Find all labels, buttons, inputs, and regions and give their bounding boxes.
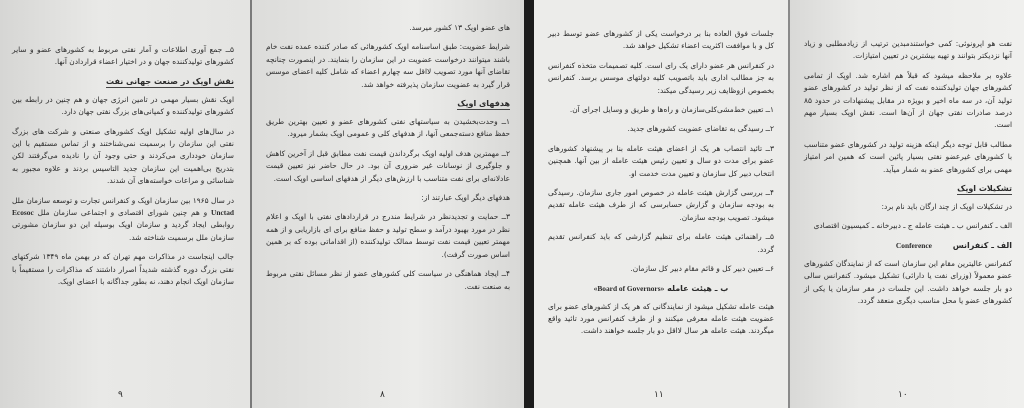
section-heading-text: ب ـ هیئت عامله bbox=[667, 283, 729, 293]
section-heading bbox=[548, 283, 774, 295]
paragraph: در تشکیلات اوپک از چند ارگان باید نام برد: bbox=[881, 202, 1012, 212]
paragraph: اوپک نقش بسیار مهمی در تامین انرژی جهان و هم چنین در رابطه بین کشورهای تولیدکننده و کمپانی‌های بزرگ نفتی جهان دارد. bbox=[12, 94, 234, 117]
paragraph: ۶ــ تعیین دبیر کل و قائم مقام دبیر کل سازمان. bbox=[630, 264, 774, 274]
paragraph: ۴ــ ایجاد هماهنگی در سیاست کلی کشورهای عضو از نظر مسائل نفتی مربوط به صنعت نفت. bbox=[266, 269, 510, 291]
paragraph: ۲ــ مهمترین هدف اولیه اوپک برگرداندن قیمت نفت مطابق قبل از آخرین کاهش و جلوگیری از نوسانات غیر ضروری آن بود. در حال حاضر نیز تعیین قیمت عادلانه‌ای برای نفت متناسب با ارزش‌های دیگر از هدفهای اساسی اوپک است. bbox=[266, 148, 510, 183]
paragraph: کنفرانس عالیترین مقام این سازمان است که از نمایندگان کشورهای عضو معمولاً (وزرای نفت یا دارائی) تشکیل میشود. کنفرانس سالی دو بار جلسه خواهد داشت. این جلسات در مقر سازمان یا یکی از کشورهای عضو یا محل مناسب دیگری منعقد گردد. bbox=[804, 258, 1012, 306]
page-number: ۹ bbox=[118, 389, 123, 399]
paragraph-text: و هم چنین شورای اقتصادی و اجتماعی سازمان ملل bbox=[37, 208, 208, 218]
sub-heading bbox=[804, 240, 1012, 252]
latin-term: «Board of Governors» bbox=[593, 283, 665, 293]
paragraph: شرایط عضویت: طبق اساسنامه اوپک کشورهائی که صادر کننده عمده نفت خام باشند میتوانند درخواست عضویت در این سازمان را بنمایند. در اینصورت چنانچه تقاضای آنها مورد تصویب لااقل سه چهارم اعضاء که شامل کلیه اعضای موسس قرار گیرد به عضویت سازمان پذیرفته خواهد شد. bbox=[266, 42, 510, 89]
paragraph-text: در سال ۱۹۶۵ بین سازمان اوپک و کنفرانس تجارت و توسعه سازمان ملل bbox=[12, 195, 234, 205]
paragraph: الف ـ کنفرانس ب ـ هیئت عامله ج ـ دبیرخانه ـ کمیسیون اقتصادی bbox=[813, 221, 1012, 231]
paragraph: ۱ــ وحدت‌بخشیدن به سیاستهای نفتی کشورهای عضو و تعیین بهترین طریق حفظ منافع دسته‌جمعی آنها، از هدفهای کلی و عمومی اوپک بشمار میرود. bbox=[266, 117, 510, 139]
scan-gap bbox=[524, 0, 534, 408]
paragraph: هیئت عامله تشکیل میشود از نمایندگانی که هر یک از کشورهای عضو برای عضویت هیئت عامله معرفی میکنند و از طرف کنفرانس مورد تائید واقع میگردند. هیئت عامله هر سال لااقل دو بار جلسه خواهند داشت. bbox=[548, 301, 774, 336]
paragraph: مطالب قابل توجه دیگر اینکه هزینه تولید در کشورهای عضو متناسب با کشورهای غیرعضو نفتی بسیار پائین است که همین امر امتیاز مهمی برای کشورهای عضو به شمار میآید. bbox=[804, 139, 1012, 174]
section-heading-text: هدفهای اوپک bbox=[457, 99, 510, 109]
document-page-10 bbox=[790, 0, 1024, 408]
paragraph-text: روابطی ایجاد گردید و سازمان اوپک بوسیله این دو سازمان مشورتی سازمان ملل برسمیت شناخته شد. bbox=[12, 220, 234, 242]
document-page-9 bbox=[0, 0, 250, 408]
latin-term: Ecosoc bbox=[12, 208, 34, 218]
paragraph bbox=[12, 195, 234, 245]
paragraph: جالب اینجاست در مذاکرات مهم تهران که در بهمن ماه ۱۳۴۹ شرکتهای نفتی بزرگ دوره گذشته شدیداً اصرار داشتند که مذاکرات را مستقیماً با سازمان اوپک انجام دهند، نه بطور جداگانه با اعضای اوپک. bbox=[12, 252, 234, 287]
paragraph: در سال‌های اولیه تشکیل اوپک کشورهای صنعتی و شرکت های بزرگ نفتی این سازمان را برسمیت نمی‌شناختند و از تماس مستقیم با این سازمان خودداری می‌کردند و حتی وجود آن را نادیده می‌گرفتند لکن بتدریج بی‌اهمیت این سازمان جدید التاسیس بردند و علاوه مجبور به شناسائی و مراعات خواسته‌های آن شدند. bbox=[12, 126, 234, 186]
section-heading-text: تشکیلات اوپک bbox=[957, 184, 1012, 194]
document-page-11 bbox=[534, 0, 788, 408]
paragraph: ۲ــ رسیدگی به تقاضای عضویت کشورهای جدید. bbox=[627, 124, 774, 134]
document-page-8 bbox=[252, 0, 524, 408]
paragraph: ۱ــ تعیین خط‌مشی‌کلی‌سازمان و راه‌ها و طریق و وسایل اجرای آن. bbox=[569, 105, 774, 115]
paragraph: علاوه بر ملاحظه میشود که قبلاً هم اشاره شد. اوپک از تمامی کشورهای جهان تولیدکننده نفت که از نظر تولید در کشورهای عضو تولید آن، در سه ماه اخیر و بویژه در مقابل پیشنهادات در حدود ۸۵ درصد صادرات نفتی جهان از آن‌ها است. نقش اوپک بسیار مهم است. bbox=[804, 70, 1012, 130]
section-heading bbox=[804, 183, 1012, 195]
section-heading-text: نقش اوپک در صنعت جهانی نفت bbox=[106, 76, 234, 86]
paragraph: ۵ــ جمع آوری اطلاعات و آمار نفتی مربوط به کشورهای عضو و سایر کشورهای تولیدکننده جهان و در اختیار اعضاء قراردادن آنها. bbox=[12, 45, 234, 67]
paragraph: جلسات فوق العاده بنا بر درخواست یکی از کشورهای عضو توسط دبیر کل و با موافقت اکثریت اعضاء تشکیل خواهد شد. bbox=[548, 29, 774, 51]
paragraph: هدفهای دیگر اوپک عبارتند از: bbox=[421, 193, 510, 203]
paragraph: نفت هو اپرونوئی: کمی خواستندمبدین ترتیب از زیادمطلبی و زیاد آنها نزدیکتر بتوانند و تهیه بیشترین در تعیین امتیازات. bbox=[804, 39, 1012, 61]
paragraph: های عضو اوپک ۱۳ کشور میرسد. bbox=[409, 23, 510, 32]
page-number: ۸ bbox=[380, 389, 385, 399]
latin-term: Conference bbox=[895, 240, 932, 250]
section-heading bbox=[266, 98, 510, 110]
sub-heading-text: الف ـ کنفرانس bbox=[952, 240, 1012, 250]
page-number: ۱۱ bbox=[654, 389, 664, 399]
paragraph: در کنفرانس هر عضو دارای یک رای است. کلیه تصمیمات متخذه کنفرانس به جز مطالب اداری باید باتصویب کلیه دولتهای موسس برسد. کنفرانس بخصوص ازوظایف زیر رسیدگی میکند: bbox=[548, 60, 774, 95]
paragraph: ۳ــ حمایت و تجدیدنظر در شرایط مندرج در قراردادهای نفتی با اوپک و اعلام نظر در مورد بهبود درآمد و سطح تولید و حفظ منافع برای ای بازاریابی و از همه مهمتر تعیین قیمت نفت توسط ممالک تولیدکننده (از اقداماتی بوده که بر همین اساس صورت گرفت). bbox=[266, 212, 510, 259]
section-heading bbox=[12, 76, 234, 88]
page-number: ۱۰ bbox=[898, 389, 908, 399]
latin-term: Unctad bbox=[211, 208, 234, 218]
paragraph: ۴ــ بررسی گزارش هیئت عامله در خصوص امور جاری سازمان. رسیدگی به بودجه سازمان و گزارش حسابرسی که از طرف هیئت عامله تقدیم میشود. تصویب بودجه سازمان. bbox=[548, 188, 774, 222]
paragraph: ۳ــ تائید انتصاب هر یک از اعضای هیئت عامله بنا بر پیشنهاد کشورهای عضو برای مدت دو سال و تعیین رئیس هیئت عامله از بین آنها. همچنین انتخاب دبیر کل سازمان و تعیین مدت خدمت او. bbox=[548, 143, 774, 178]
paragraph: ۵ــ راهنمائی هیئت عامله برای تنظیم گزارشی که باید کنفرانس تقدیم گردد. bbox=[548, 232, 774, 254]
